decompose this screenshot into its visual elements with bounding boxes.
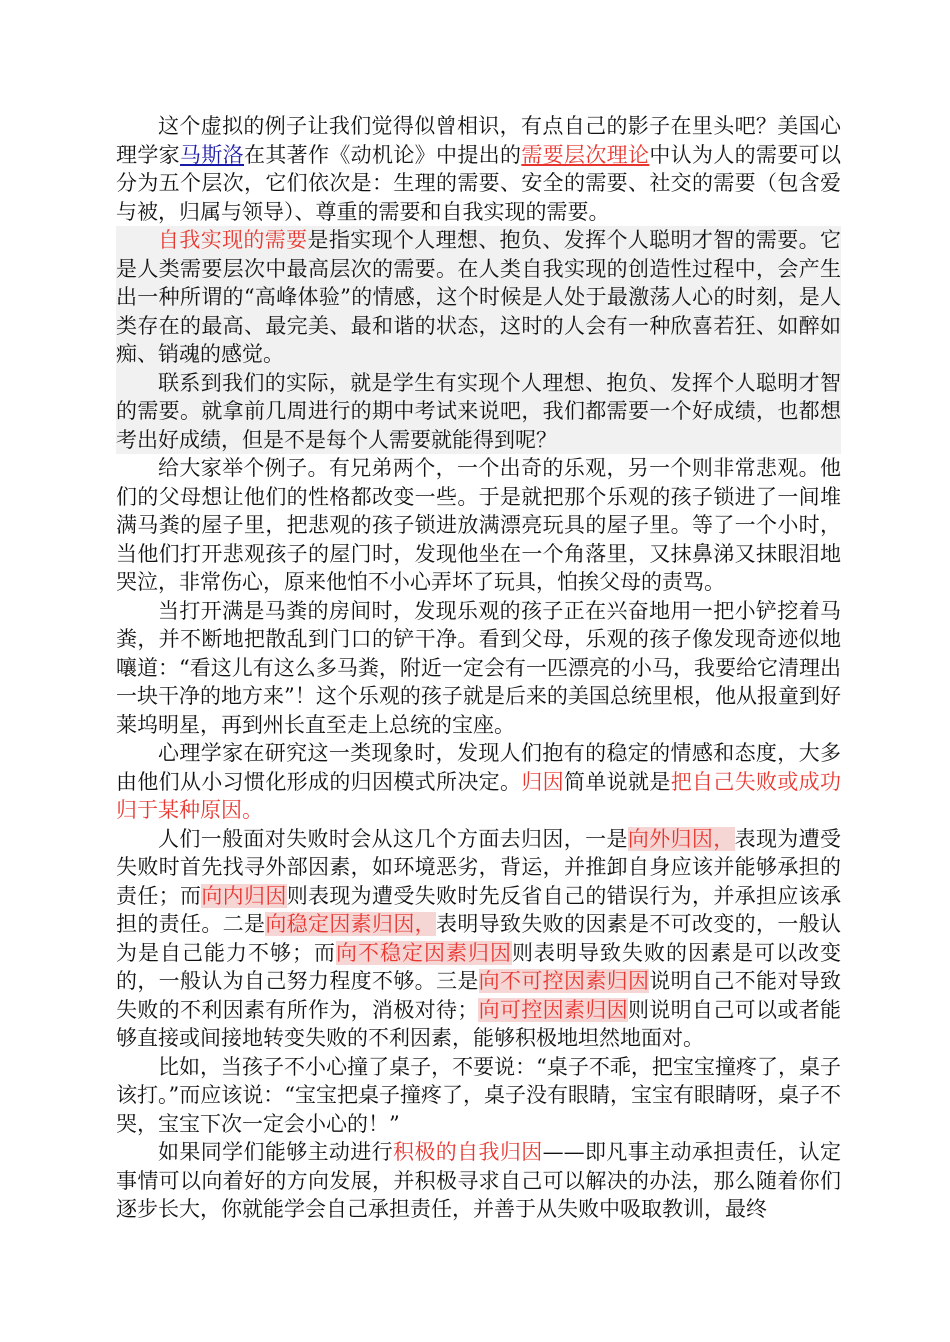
- link-hierarchy-of-needs[interactable]: 需要层次理论: [521, 142, 650, 167]
- paragraph-self-actualization: 自我实现的需要是指实现个人理想、抱负、发挥个人聪明才智的需要。它是人类需要层次中最高层次的需要。在人类自我实现的创造性过程中，会产生出一种所谓的“高峰体验”的情感，这个时候是人处于最激荡人心的时刻，是人类存在的最高、最完美、最和谐的状态，这时的人会有一种欣喜若狂、如醉如痴、销魂的感觉。: [116, 226, 841, 369]
- document-body: [116, 112, 841, 1224]
- term-attribution: 归因: [521, 769, 565, 794]
- term-positive-self-attribution: 积极的自我归因: [393, 1140, 543, 1164]
- highlight-uncontrollable-attribution: 向不可控因素归因: [478, 969, 650, 993]
- paragraph-maslow-theory: 这个虚拟的例子让我们觉得似曾相识，有点自己的影子在里头吧？美国心理学家马斯洛在其著作《动机论》中提出的需要层次理论中认为人的需要可以分为五个层次，它们依次是：生理的需要、安全的需要、社交的需要（包含爱与被，归属与领导）、尊重的需要和自我实现的需要。: [116, 114, 842, 224]
- highlight-controllable-attribution: 向可控因素归因: [478, 997, 629, 1022]
- paragraph-positive-attribution: 如果同学们能够主动进行积极的自我归因——即凡事主动承担责任，认定事情可以向着好的方向发展，并积极寻求自己可以解决的办法，那么随着你们逐步长大，你就能学会自己承担责任，并善于从失败中吸取教训，最终: [116, 1140, 842, 1221]
- link-maslow[interactable]: 马斯洛: [180, 142, 244, 167]
- term-self-actualization: 自我实现的需要: [158, 228, 308, 252]
- paragraph-table-example: 比如，当孩子不小心撞了桌子，不要说：“桌子不乖，把宝宝撞疼了，桌子该打。”而应该说：“宝宝把桌子撞疼了，桌子没有眼睛，宝宝有眼睛呀，桌子不哭，宝宝下次一定会小心的！”: [116, 1054, 841, 1136]
- highlight-stable-attribution: 向稳定因素归因，: [265, 912, 437, 936]
- attribution-definition: 把自己失败或成功归于某种原因。: [116, 769, 842, 822]
- highlight-unstable-attribution: 向不稳定因素归因: [336, 940, 512, 965]
- highlight-external-attribution: 向外归因，: [627, 826, 735, 851]
- paragraph-attribution-definition: 心理学家在研究这一类现象时，发现人们抱有的稳定的情感和态度，大多由他们从小习惯化形成的归因模式所决定。归因简单说就是把自己失败或成功归于某种原因。: [116, 741, 842, 822]
- paragraph-brothers-example: 给大家举个例子。有兄弟两个，一个出奇的乐观，另一个则非常悲观。他们的父母想让他们的性格都改变一些。于是就把那个乐观的孩子锁进了一间堆满马粪的屋子里，把悲观的孩子锁进放满漂亮玩具的屋子里。等了一个小时，当他们打开悲观孩子的屋门时，发现他坐在一个角落里，又抹鼻涕又抹眼泪地哭泣，非常伤心，原来他怕不小心弄坏了玩具，怕挨父母的责骂。: [116, 456, 841, 594]
- paragraph-attribution-types: 人们一般面对失败时会从这几个方面去归因，一是向外归因，表现为遭受失败时首先找寻外部因素，如环境恶劣，背运，并推卸自身应该并能够承担的责任；而向内归因则表现为遭受失败时先反省自己的错误行为，并承担应该承担的责任。二是向稳定因素归因，表明导致失败的因素是不可改变的，一般认为是自己能力不够；而向不稳定因素归因则表明导致失败的因素是可以改变的，一般认为自己努力程度不够。三是向不可控因素归因说明自己不能对导致失败的不利因素有所作为，消极对待；向可控因素归因则说明自己可以或者能够直接或间接地转变失败的不利因素，能够积极地坦然地面对。: [116, 826, 842, 1050]
- highlight-internal-attribution: 向内归因: [201, 883, 287, 908]
- paragraph-student-needs: 联系到我们的实际，就是学生有实现个人理想、抱负、发挥个人聪明才智的需要。就拿前几周进行的期中考试来说吧，我们都需要一个好成绩，也都想考出好成绩，但是不是每个人需要就能得到呢？: [116, 369, 841, 455]
- paragraph-reagan-story: 当打开满是马粪的房间时，发现乐观的孩子正在兴奋地用一把小铲挖着马粪，并不断地把散乱到门口的铲干净。看到父母，乐观的孩子像发现奇迹似地嚷道：“看这儿有这么多马粪，附近一定会有一匹漂亮的小马，我要给它清理出一块干净的地方来”！这个乐观的孩子就是后来的美国总统里根，他从报童到好莱坞明星，再到州长直至走上总统的宝座。: [116, 598, 841, 737]
